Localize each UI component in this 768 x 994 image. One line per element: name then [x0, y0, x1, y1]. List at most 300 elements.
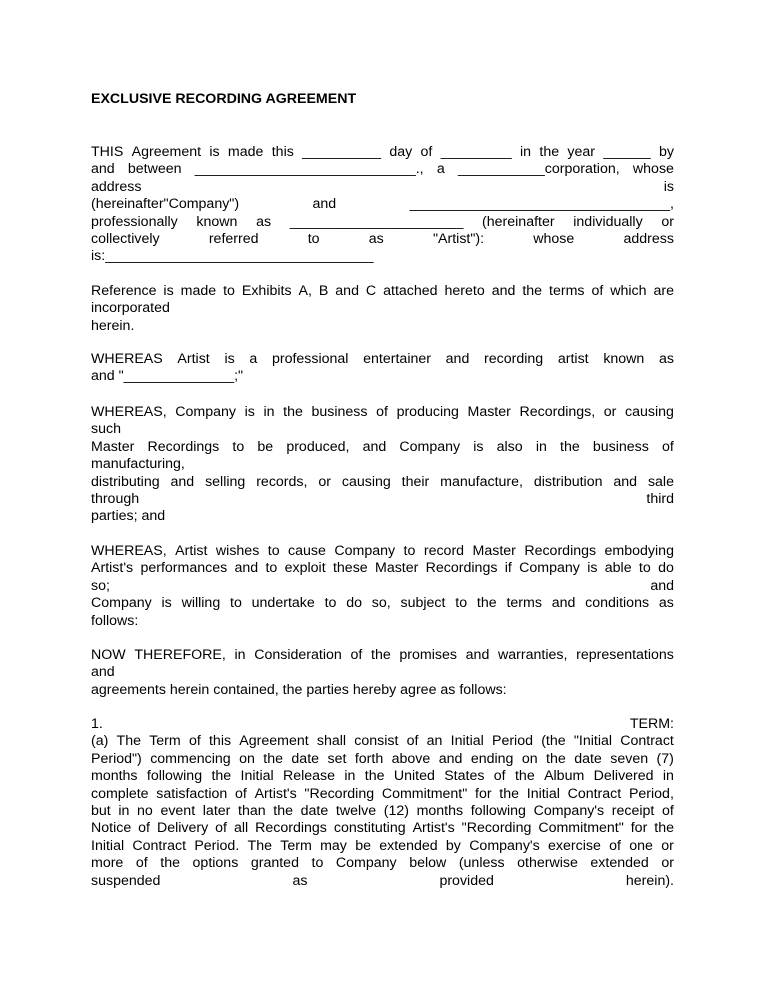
word: Company's — [469, 837, 540, 854]
text-line — [91, 820, 674, 837]
word: one — [629, 837, 653, 854]
word: and — [170, 473, 195, 490]
word: a — [249, 351, 258, 367]
word: as — [256, 213, 272, 230]
word: of — [661, 803, 674, 819]
word: Commitment" — [538, 820, 624, 837]
word: consist — [354, 733, 399, 750]
word: THIS — [91, 144, 124, 160]
word: Period") — [91, 750, 142, 767]
word: satisfaction — [156, 785, 228, 802]
word: warranties, — [498, 647, 568, 663]
text-line — [91, 855, 674, 872]
word: all — [233, 820, 249, 837]
word: or — [318, 473, 331, 490]
word: Period. — [194, 837, 240, 854]
word: of — [350, 647, 363, 663]
word: of — [420, 144, 433, 160]
word: Initial — [91, 837, 125, 854]
word: of — [188, 733, 201, 750]
word: selling — [205, 473, 246, 490]
word: be — [257, 438, 274, 455]
word: but — [91, 803, 111, 819]
text-line: incorporated — [91, 300, 170, 317]
word: wishes — [215, 543, 260, 559]
word: to — [455, 595, 468, 612]
word: and — [335, 283, 359, 299]
word: Company — [175, 404, 237, 420]
word: which — [610, 283, 647, 299]
word: may — [320, 837, 347, 854]
word: provided — [439, 872, 494, 889]
word: or — [603, 404, 617, 420]
word: (the — [541, 733, 566, 750]
word: Artist's — [412, 820, 455, 837]
text-line: manufacturing, — [91, 456, 185, 473]
word: States — [444, 768, 485, 785]
word: months — [416, 803, 464, 819]
text-line — [91, 578, 674, 595]
word: the — [514, 768, 535, 785]
word: address — [623, 231, 674, 247]
word: causing — [341, 473, 391, 490]
word: Commitment" — [381, 785, 468, 802]
word: to — [307, 231, 320, 247]
word: Master — [467, 404, 511, 420]
word: of — [215, 820, 228, 837]
word: ______________________ — [289, 213, 464, 230]
word: or — [661, 837, 674, 854]
word: the — [654, 820, 674, 837]
word: to — [230, 595, 242, 612]
word: conditions — [585, 595, 650, 612]
word: is — [209, 144, 220, 160]
word: for — [630, 820, 648, 837]
word: more — [91, 855, 124, 872]
word: is — [587, 560, 598, 577]
word: in — [344, 768, 356, 785]
word: sale — [647, 473, 674, 490]
word: Delivered — [593, 768, 654, 785]
word: professional — [271, 351, 349, 367]
word: B — [318, 283, 329, 299]
text-line — [91, 716, 674, 733]
word: to — [232, 438, 245, 455]
word: Company — [399, 438, 461, 455]
word: A, — [298, 283, 312, 299]
word: record — [423, 543, 465, 559]
text-line — [91, 144, 674, 161]
word: of — [493, 768, 506, 785]
word: performances — [140, 560, 228, 577]
word: The — [116, 733, 141, 750]
word: the — [211, 768, 232, 785]
word: (7) — [656, 750, 674, 767]
word: WHEREAS, — [91, 404, 167, 420]
text-line — [91, 768, 674, 785]
word: date — [300, 803, 329, 819]
word: Album — [544, 768, 585, 785]
word: to — [265, 560, 278, 577]
word: Recordings — [524, 543, 597, 559]
text-line: is:__________________________________ — [91, 248, 374, 265]
word: and — [312, 196, 337, 213]
word: the — [371, 647, 391, 663]
word: date — [574, 750, 602, 767]
word: in — [234, 647, 246, 663]
word: Period — [491, 733, 533, 750]
word: of — [235, 785, 247, 802]
word: manufacture, — [440, 473, 523, 490]
word: as — [658, 595, 674, 612]
word: do — [658, 560, 674, 577]
word: and — [438, 750, 463, 767]
word: of — [609, 837, 621, 854]
word: by — [659, 144, 674, 160]
word: _________________________________, — [409, 196, 674, 213]
word: Artist's — [254, 785, 297, 802]
word: Company — [91, 595, 152, 612]
word: receipt — [611, 803, 655, 819]
text-line — [91, 873, 674, 890]
word: and — [445, 351, 470, 367]
word: set — [327, 750, 347, 767]
text-line — [91, 474, 674, 491]
text-line — [91, 283, 674, 300]
word: by — [445, 837, 461, 854]
word: to — [403, 543, 416, 559]
word: Notice — [91, 820, 132, 837]
word: do — [346, 595, 362, 612]
word: representations — [576, 647, 674, 663]
word: (hereinafter — [482, 213, 555, 230]
text-line: and "______________;" — [91, 368, 244, 385]
word: ____________________________., — [194, 161, 424, 178]
word: so; — [91, 577, 110, 594]
word: of — [376, 404, 388, 420]
word: whose — [533, 231, 575, 247]
word: months — [91, 768, 138, 785]
word: their — [401, 473, 430, 490]
word: seven — [610, 750, 649, 767]
word: "Initial — [573, 733, 613, 750]
text-line — [91, 351, 674, 368]
word: and — [613, 473, 638, 490]
word: terms — [506, 595, 542, 612]
word: the — [560, 438, 580, 455]
text-line — [91, 439, 674, 456]
text-line — [91, 786, 674, 803]
word: United — [393, 768, 435, 785]
word: WHEREAS — [91, 351, 163, 367]
word: is — [663, 178, 674, 195]
word: is — [244, 404, 255, 420]
word: made — [180, 283, 217, 299]
word: for — [475, 785, 492, 802]
word: is — [161, 595, 172, 612]
word: and — [491, 283, 516, 299]
text-line — [91, 231, 674, 248]
word: Reference — [91, 283, 157, 299]
text-line — [91, 491, 674, 508]
word: Initial — [526, 785, 560, 802]
word: causing — [625, 404, 674, 420]
word: the — [283, 404, 303, 420]
word: professionally — [91, 213, 178, 230]
text-line — [91, 560, 674, 577]
word: and — [551, 595, 576, 612]
word: shall — [316, 733, 347, 750]
word: and — [362, 438, 387, 455]
word: ______ — [603, 144, 651, 160]
word: (12) — [383, 803, 409, 819]
word: later — [202, 803, 231, 819]
word: Exhibits — [241, 283, 292, 299]
word: as — [659, 351, 674, 367]
text-line — [91, 803, 674, 820]
word: undertake — [251, 595, 315, 612]
word: below — [409, 855, 447, 872]
text-line: agreements herein contained, the parties hereby agree as follows: — [91, 681, 507, 698]
word: artist — [557, 351, 589, 367]
word: Company — [519, 560, 580, 577]
word: constituting — [333, 820, 406, 837]
word: an — [426, 733, 443, 750]
word: able — [604, 560, 632, 577]
word: willing — [181, 595, 221, 612]
word: of — [591, 283, 604, 299]
word: address — [91, 178, 142, 195]
word: THEREFORE, — [134, 647, 226, 663]
word: subject — [400, 595, 446, 612]
text-line: parties; and — [91, 508, 166, 525]
word: Recordings — [425, 560, 498, 577]
word: individually — [573, 213, 643, 230]
text-line — [91, 543, 674, 560]
word: in — [118, 803, 130, 819]
word: to — [311, 855, 324, 872]
word: Delivery — [156, 820, 209, 837]
word: Term — [280, 837, 312, 854]
word: entertainer — [363, 351, 431, 367]
word: recording — [484, 351, 544, 367]
word: to — [638, 560, 651, 577]
word: options — [192, 855, 239, 872]
word: NOW — [91, 647, 126, 663]
word: Artist's — [91, 560, 134, 577]
text-line — [91, 214, 674, 231]
word: Company — [334, 543, 396, 559]
word: granted — [250, 855, 299, 872]
document-title: EXCLUSIVE RECORDING AGREEMENT — [91, 91, 357, 107]
word: as — [368, 231, 384, 247]
word: and — [91, 161, 115, 178]
word: to — [223, 283, 235, 299]
text-line — [91, 751, 674, 768]
word: suspended — [91, 872, 161, 889]
word: on — [521, 750, 538, 767]
word: hereto — [444, 283, 485, 299]
word: terms — [549, 283, 585, 299]
word: a — [436, 161, 445, 178]
word: the — [160, 855, 180, 872]
word: extended — [379, 837, 438, 854]
word: business — [311, 404, 368, 420]
word: 1. — [91, 716, 103, 732]
text-line — [91, 838, 674, 855]
word: WHEREAS, — [91, 543, 167, 559]
word: no — [137, 803, 153, 819]
word: of — [406, 733, 419, 750]
word: "Recording — [461, 820, 532, 837]
word: Company's — [533, 803, 605, 819]
word: year — [567, 144, 596, 160]
text-line: such — [91, 421, 121, 438]
text-line: herein. — [91, 317, 135, 334]
word: exploit — [284, 560, 326, 577]
word: than — [238, 803, 266, 819]
word: also — [496, 438, 523, 455]
text-line — [91, 196, 674, 213]
word: the — [499, 785, 520, 802]
word: known — [196, 213, 238, 230]
word: in — [263, 404, 275, 420]
word: the — [522, 283, 543, 299]
word: Agreement — [131, 144, 202, 160]
word: event — [160, 803, 196, 819]
word: be — [355, 837, 371, 854]
text-line — [91, 595, 674, 612]
word: records, — [256, 473, 308, 490]
word: this — [208, 733, 232, 750]
word: Recordings — [255, 820, 327, 837]
word: this — [271, 144, 294, 160]
word: the — [364, 768, 385, 785]
word: known — [603, 351, 645, 367]
word: Release — [282, 768, 336, 785]
word: the — [546, 750, 566, 767]
word: of — [135, 855, 148, 872]
word: as — [292, 872, 308, 889]
word: Master — [375, 560, 419, 577]
word: (unless — [458, 855, 505, 872]
word: Initial — [450, 733, 484, 750]
word: to — [267, 543, 280, 559]
word: is — [163, 283, 174, 299]
word: distribution — [533, 473, 603, 490]
word: commencing — [150, 750, 231, 767]
word: The — [247, 837, 272, 854]
word: the — [476, 595, 497, 612]
word: produced, — [286, 438, 350, 455]
word: in — [520, 144, 532, 160]
word: if — [504, 560, 512, 577]
word: Artist — [175, 543, 208, 559]
word: is — [473, 438, 484, 455]
word: the — [263, 750, 283, 767]
text-line — [91, 404, 674, 421]
word: date — [291, 750, 320, 767]
word: "Recording — [304, 785, 375, 802]
word: Contract — [567, 785, 622, 802]
word: above — [391, 750, 431, 767]
text-line — [91, 161, 674, 178]
word: extended — [590, 855, 649, 872]
text-line — [91, 733, 674, 750]
word: otherwise — [517, 855, 578, 872]
word: producing — [396, 404, 459, 420]
text-line: follows: — [91, 612, 139, 629]
word: ___________corporation, — [457, 161, 620, 178]
word: between — [127, 161, 182, 178]
word: Initial — [240, 768, 274, 785]
word: _________ — [440, 144, 512, 160]
word: and — [234, 560, 259, 577]
word: "Artist"): — [433, 231, 485, 247]
word: day — [389, 144, 413, 160]
word: following — [470, 803, 526, 819]
word: and — [650, 577, 674, 594]
word: is — [224, 351, 235, 367]
word: of — [662, 438, 674, 455]
word: promises — [399, 647, 457, 663]
word: forth — [354, 750, 384, 767]
word: in — [535, 438, 547, 455]
word: attached — [383, 283, 438, 299]
word: made — [227, 144, 264, 160]
word: Contract — [132, 837, 187, 854]
word: Master — [91, 438, 135, 455]
word: Artist — [177, 351, 210, 367]
text-line — [91, 179, 674, 196]
word: whose — [632, 161, 674, 178]
word: herein). — [625, 872, 674, 889]
word: or — [661, 855, 674, 872]
word: the — [539, 144, 560, 160]
word: Period, — [628, 785, 674, 802]
word: referred — [208, 231, 259, 247]
word: (hereinafter"Company") — [91, 196, 240, 213]
word: ending — [470, 750, 514, 767]
word: C — [365, 283, 377, 299]
word: to — [324, 595, 337, 612]
text-line: and — [91, 664, 115, 681]
word: exercise — [548, 837, 601, 854]
word: __________ — [302, 144, 382, 160]
word: on — [239, 750, 255, 767]
word: third — [646, 491, 674, 507]
word: Master — [472, 543, 516, 559]
word: complete — [91, 785, 149, 802]
text-line — [91, 647, 674, 664]
word: TERM: — [629, 716, 674, 732]
word: the — [273, 803, 293, 819]
word: or — [661, 213, 674, 230]
word: Company — [335, 855, 397, 872]
word: embodying — [604, 543, 674, 559]
word: Agreement — [239, 733, 309, 750]
word: and — [465, 647, 490, 663]
word: Contract — [620, 733, 674, 750]
word: business — [592, 438, 649, 455]
word: (a) — [91, 733, 109, 750]
word: Term — [149, 733, 181, 750]
word: Recordings — [147, 438, 220, 455]
word: through — [91, 491, 140, 507]
word: so, — [371, 595, 391, 612]
word: cause — [288, 543, 326, 559]
word: these — [332, 560, 368, 577]
